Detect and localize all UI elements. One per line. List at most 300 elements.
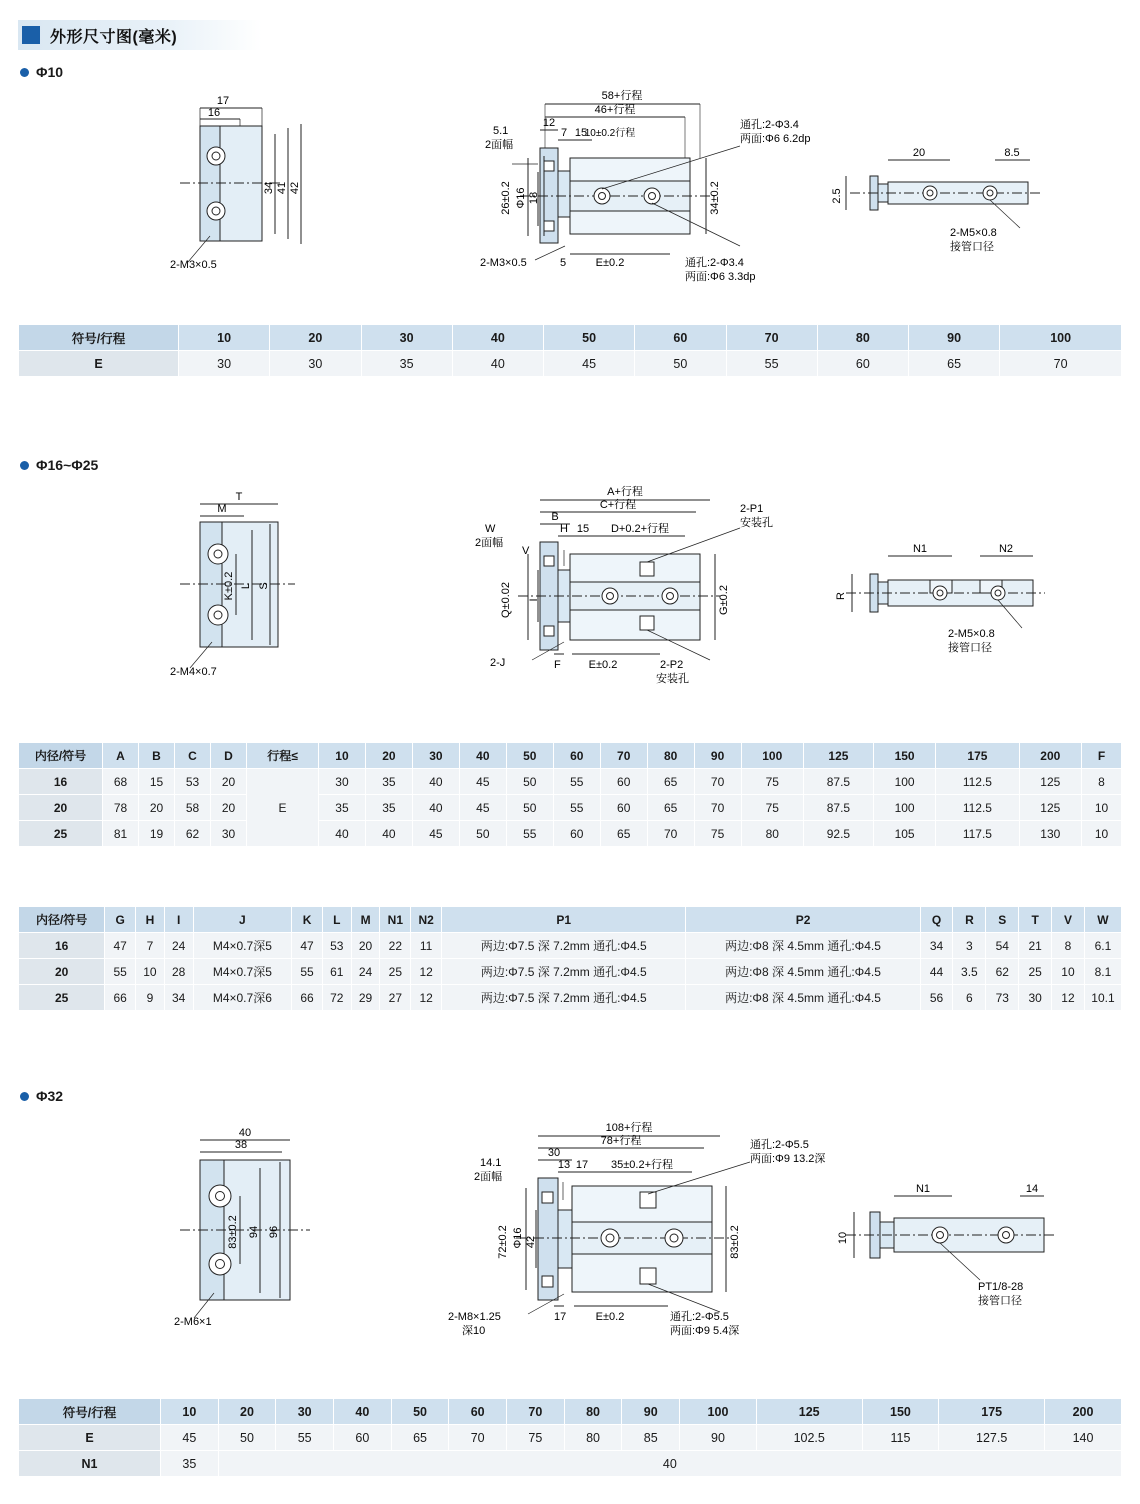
- cell: 140: [1044, 1425, 1121, 1451]
- svg-text:Q±0.02: Q±0.02: [500, 581, 512, 619]
- cell: 30: [319, 769, 366, 795]
- cell: 75: [741, 769, 803, 795]
- th-symbol-stroke: 符号/行程: [19, 325, 179, 351]
- cell: 15: [139, 769, 175, 795]
- cell: 40: [412, 769, 459, 795]
- th: S: [986, 907, 1019, 933]
- svg-text:2-M3×0.5: 2-M3×0.5: [480, 257, 527, 269]
- cell: 16: [19, 769, 103, 795]
- th: 80: [647, 743, 694, 769]
- th: 50: [544, 325, 635, 351]
- th: F: [1082, 743, 1122, 769]
- th: 10: [319, 743, 366, 769]
- cell: 8: [1052, 933, 1085, 959]
- svg-text:20: 20: [912, 147, 926, 159]
- cell: 58: [175, 795, 211, 821]
- svg-text:2-P1: 2-P1: [740, 503, 764, 515]
- svg-text:15: 15: [576, 523, 590, 535]
- cell: 3: [953, 933, 986, 959]
- svg-text:108+行程: 108+行程: [605, 1122, 653, 1134]
- cell: M4×0.7深5: [193, 959, 292, 985]
- table-header-row: [19, 743, 1122, 769]
- cell: 25: [1019, 959, 1052, 985]
- cell: 45: [459, 769, 506, 795]
- cell: 20: [211, 769, 247, 795]
- page-title: 外形尺寸图(毫米): [50, 28, 178, 46]
- svg-text:78+行程: 78+行程: [600, 1135, 642, 1147]
- svg-text:D+0.2+行程: D+0.2+行程: [610, 523, 670, 535]
- cell: 34: [920, 933, 953, 959]
- svg-text:S: S: [258, 582, 270, 590]
- cell: 81: [103, 821, 139, 847]
- th: H: [136, 907, 165, 933]
- cell: 7: [136, 933, 165, 959]
- th: 60: [553, 743, 600, 769]
- section-heading-phi10: [20, 64, 63, 80]
- cell: 62: [175, 821, 211, 847]
- cell: 50: [506, 769, 553, 795]
- cell: M4×0.7深5: [193, 933, 292, 959]
- cell: 65: [909, 351, 1000, 377]
- cell: N1: [19, 1451, 161, 1477]
- svg-text:30: 30: [547, 1147, 561, 1159]
- th: 100: [741, 743, 803, 769]
- cell: 12: [1052, 985, 1085, 1011]
- cell: 35: [161, 1451, 219, 1477]
- cell: 45: [161, 1425, 219, 1451]
- svg-text:K±0.2: K±0.2: [223, 571, 235, 601]
- svg-text:Φ16: Φ16: [512, 1227, 524, 1249]
- cell: 20: [211, 795, 247, 821]
- svg-text:12: 12: [542, 117, 556, 129]
- table-row: [19, 933, 1122, 959]
- th: 175: [936, 743, 1019, 769]
- svg-text:83±0.2: 83±0.2: [729, 1225, 741, 1259]
- section-label: Φ16~Φ25: [36, 457, 99, 473]
- cell: 75: [741, 795, 803, 821]
- svg-text:G±0.2: G±0.2: [718, 585, 730, 615]
- th: 30: [276, 1399, 334, 1425]
- cell: 30: [211, 821, 247, 847]
- th: 70: [600, 743, 647, 769]
- svg-text:安装孔: 安装孔: [656, 673, 689, 685]
- th: Q: [920, 907, 953, 933]
- th: 10: [161, 1399, 219, 1425]
- cell: 70: [449, 1425, 507, 1451]
- th: P2: [686, 907, 920, 933]
- svg-text:两面:Φ9 13.2深: 两面:Φ9 13.2深: [750, 1153, 826, 1165]
- cell: 两边:Φ7.5 深 7.2mm 通孔:Φ4.5: [442, 959, 686, 985]
- th: 10: [179, 325, 270, 351]
- svg-text:38: 38: [234, 1139, 248, 1151]
- cell: 115: [862, 1425, 939, 1451]
- svg-text:14.1: 14.1: [480, 1157, 502, 1169]
- th-symbol-stroke: 符号/行程: [19, 1399, 161, 1425]
- cell: 40: [319, 821, 366, 847]
- cell: 10: [1082, 821, 1122, 847]
- cell: 两边:Φ8 深 4.5mm 通孔:Φ4.5: [686, 985, 920, 1011]
- cell: 44: [920, 959, 953, 985]
- th: B: [139, 743, 175, 769]
- th: G: [105, 907, 136, 933]
- cell: 60: [334, 1425, 392, 1451]
- cell: 21: [1019, 933, 1052, 959]
- svg-text:58+行程: 58+行程: [601, 90, 643, 102]
- cell: 80: [564, 1425, 622, 1451]
- cell: E: [19, 1425, 161, 1451]
- cell: 75: [694, 821, 741, 847]
- cell: 两边:Φ8 深 4.5mm 通孔:Φ4.5: [686, 933, 920, 959]
- cell: 22: [380, 933, 411, 959]
- svg-text:深10: 深10: [462, 1325, 486, 1337]
- cell: 12: [411, 985, 442, 1011]
- th: 90: [909, 325, 1000, 351]
- cell: 112.5: [936, 795, 1019, 821]
- th: A: [103, 743, 139, 769]
- table-row: [19, 1425, 1122, 1451]
- svg-text:83±0.2: 83±0.2: [227, 1215, 239, 1249]
- cell: 55: [105, 959, 136, 985]
- section-heading-phi32: [20, 1088, 63, 1104]
- cell: 45: [459, 795, 506, 821]
- cell: 73: [986, 985, 1019, 1011]
- svg-text:16: 16: [207, 107, 221, 119]
- cell: 40: [365, 821, 412, 847]
- cell: 47: [105, 933, 136, 959]
- svg-text:2-J: 2-J: [490, 657, 506, 669]
- table-row-n1: [19, 1451, 1122, 1477]
- cell: 50: [218, 1425, 276, 1451]
- cell: 105: [873, 821, 935, 847]
- th: T: [1019, 907, 1052, 933]
- th: 30: [361, 325, 452, 351]
- svg-text:N1: N1: [915, 1183, 931, 1195]
- th: 20: [365, 743, 412, 769]
- th: 20: [270, 325, 361, 351]
- cell: 25: [19, 821, 103, 847]
- cell: 16: [19, 933, 105, 959]
- cell: 30: [270, 351, 361, 377]
- svg-text:2面幅: 2面幅: [485, 139, 514, 151]
- cell: 35: [365, 795, 412, 821]
- cell: 8.1: [1084, 959, 1121, 985]
- svg-text:L: L: [240, 582, 252, 590]
- cell: 34: [164, 985, 193, 1011]
- svg-text:2-P2: 2-P2: [660, 659, 684, 671]
- th: 125: [756, 1399, 862, 1425]
- cell: 27: [380, 985, 411, 1011]
- svg-text:C+行程: C+行程: [599, 499, 637, 511]
- cell: 28: [164, 959, 193, 985]
- cell: M4×0.7深6: [193, 985, 292, 1011]
- svg-text:E±0.2: E±0.2: [588, 659, 618, 671]
- cell: 50: [459, 821, 506, 847]
- cell: 两边:Φ7.5 深 7.2mm 通孔:Φ4.5: [442, 933, 686, 959]
- svg-text:PT1/8-28: PT1/8-28: [978, 1281, 1024, 1293]
- svg-text:10: 10: [837, 1231, 849, 1245]
- th-bore-symbol: 内径/符号: [19, 743, 103, 769]
- cell: 20: [351, 933, 380, 959]
- svg-text:18: 18: [528, 191, 540, 205]
- cell: 40: [452, 351, 543, 377]
- cell: 125: [1019, 795, 1081, 821]
- cell: 两边:Φ7.5 深 7.2mm 通孔:Φ4.5: [442, 985, 686, 1011]
- cell: 55: [292, 959, 323, 985]
- svg-text:W: W: [485, 523, 496, 535]
- th: 150: [862, 1399, 939, 1425]
- cell: 25: [19, 985, 105, 1011]
- cell: 72: [322, 985, 351, 1011]
- cell: 62: [986, 959, 1019, 985]
- th: 50: [391, 1399, 449, 1425]
- th: 80: [564, 1399, 622, 1425]
- th: P1: [442, 907, 686, 933]
- svg-text:2-M8×1.25: 2-M8×1.25: [448, 1311, 501, 1323]
- svg-text:72±0.2: 72±0.2: [497, 1225, 509, 1259]
- cell: 70: [647, 821, 694, 847]
- cell: 65: [647, 795, 694, 821]
- cell: 127.5: [939, 1425, 1045, 1451]
- table-header-row: [19, 1399, 1122, 1425]
- cell: 75: [507, 1425, 565, 1451]
- svg-text:通孔:2-Φ3.4: 通孔:2-Φ3.4: [685, 257, 744, 269]
- cell: 45: [544, 351, 635, 377]
- th: J: [193, 907, 292, 933]
- th: L: [322, 907, 351, 933]
- svg-text:两面:Φ6 6.2dp: 两面:Φ6 6.2dp: [740, 133, 811, 145]
- cell: 30: [179, 351, 270, 377]
- th: 60: [635, 325, 726, 351]
- cell: 24: [164, 933, 193, 959]
- th: M: [351, 907, 380, 933]
- svg-text:5.1: 5.1: [493, 125, 509, 137]
- cell: 6: [953, 985, 986, 1011]
- svg-text:8.5: 8.5: [1004, 147, 1020, 159]
- cell: 24: [351, 959, 380, 985]
- svg-text:T: T: [235, 491, 243, 503]
- cell: 40: [412, 795, 459, 821]
- cell: E: [19, 351, 179, 377]
- cell: 70: [694, 769, 741, 795]
- svg-text:34: 34: [263, 181, 275, 195]
- th: 175: [939, 1399, 1045, 1425]
- svg-text:M: M: [217, 503, 227, 515]
- cell: 10: [1052, 959, 1085, 985]
- cell: 10: [136, 959, 165, 985]
- table-row: [19, 769, 1122, 795]
- svg-text:40: 40: [238, 1127, 252, 1139]
- cell: 55: [726, 351, 817, 377]
- svg-text:通孔:2-Φ5.5: 通孔:2-Φ5.5: [750, 1139, 809, 1151]
- table-phi16-25-a: [18, 742, 1122, 847]
- drawing-phi16-25: [140, 482, 1080, 697]
- svg-text:35±0.2+行程: 35±0.2+行程: [611, 1159, 673, 1171]
- svg-text:H: H: [560, 523, 568, 535]
- cell: 100: [873, 795, 935, 821]
- section-title-bar: [18, 20, 262, 50]
- svg-text:V: V: [522, 545, 530, 557]
- cell: 92.5: [803, 821, 873, 847]
- th-stroke: 行程≤: [247, 743, 319, 769]
- svg-text:46+行程: 46+行程: [594, 104, 636, 116]
- cell: 12: [411, 959, 442, 985]
- th: 30: [412, 743, 459, 769]
- cell: 65: [391, 1425, 449, 1451]
- svg-text:B: B: [551, 511, 559, 523]
- th: 80: [817, 325, 908, 351]
- th-bore-symbol: 内径/符号: [19, 907, 105, 933]
- cell: 55: [553, 795, 600, 821]
- cell: 45: [412, 821, 459, 847]
- table-row: [19, 959, 1122, 985]
- cell: 两边:Φ8 深 4.5mm 通孔:Φ4.5: [686, 959, 920, 985]
- th: 50: [506, 743, 553, 769]
- cell: 66: [105, 985, 136, 1011]
- bullet-dot-icon: [20, 1092, 29, 1101]
- th: 70: [726, 325, 817, 351]
- cell: 65: [600, 821, 647, 847]
- cell: 25: [380, 959, 411, 985]
- th: 150: [873, 743, 935, 769]
- svg-text:41: 41: [276, 181, 288, 195]
- svg-text:10±0.2行程: 10±0.2行程: [584, 128, 636, 139]
- cell: 55: [506, 821, 553, 847]
- cell: 70: [1000, 351, 1122, 377]
- cell: 60: [600, 769, 647, 795]
- section-label: Φ10: [36, 64, 64, 80]
- table-header-row: [19, 325, 1122, 351]
- svg-text:2-M6×1: 2-M6×1: [174, 1316, 212, 1328]
- table-row: [19, 985, 1122, 1011]
- cell: 78: [103, 795, 139, 821]
- th: K: [292, 907, 323, 933]
- cell: 85: [622, 1425, 680, 1451]
- th: V: [1052, 907, 1085, 933]
- cell: 68: [103, 769, 139, 795]
- th: I: [164, 907, 193, 933]
- svg-text:94: 94: [248, 1225, 260, 1239]
- cell: 20: [19, 959, 105, 985]
- svg-text:2-M5×0.8: 2-M5×0.8: [950, 227, 997, 239]
- table-phi16-25-b: [18, 906, 1122, 1011]
- svg-text:2面幅: 2面幅: [475, 537, 504, 549]
- th: N2: [411, 907, 442, 933]
- svg-text:N1: N1: [912, 543, 928, 555]
- th: 40: [334, 1399, 392, 1425]
- cell: 47: [292, 933, 323, 959]
- section-heading-phi16-25: [20, 457, 98, 473]
- svg-text:7: 7: [560, 127, 568, 139]
- svg-text:42: 42: [289, 181, 301, 195]
- cell: 60: [553, 821, 600, 847]
- cell: 30: [1019, 985, 1052, 1011]
- cell: 60: [600, 795, 647, 821]
- drawing-phi32: [140, 1118, 1080, 1343]
- cell: 20: [139, 795, 175, 821]
- svg-text:R: R: [835, 592, 847, 600]
- svg-text:2面幅: 2面幅: [474, 1171, 503, 1183]
- table-row: [19, 821, 1122, 847]
- svg-text:2.5: 2.5: [831, 188, 843, 204]
- cell: 70: [694, 795, 741, 821]
- svg-text:5: 5: [560, 257, 567, 269]
- th: C: [175, 743, 211, 769]
- svg-text:通孔:2-Φ5.5: 通孔:2-Φ5.5: [670, 1311, 729, 1323]
- svg-text:15: 15: [574, 127, 588, 139]
- svg-text:N2: N2: [998, 543, 1014, 555]
- th: 40: [459, 743, 506, 769]
- svg-text:E±0.2: E±0.2: [595, 257, 625, 269]
- cell: 100: [873, 769, 935, 795]
- svg-text:2-M5×0.8: 2-M5×0.8: [948, 628, 995, 640]
- th: D: [211, 743, 247, 769]
- cell: 65: [647, 769, 694, 795]
- cell: 35: [365, 769, 412, 795]
- cell: 20: [19, 795, 103, 821]
- cell: 35: [319, 795, 366, 821]
- svg-text:Φ16: Φ16: [515, 187, 527, 209]
- cell: 55: [553, 769, 600, 795]
- cell: 9: [136, 985, 165, 1011]
- cell: 125: [1019, 769, 1081, 795]
- svg-text:E±0.2: E±0.2: [595, 1311, 625, 1323]
- svg-text:14: 14: [1025, 1183, 1039, 1195]
- cell: 53: [322, 933, 351, 959]
- cell: 80: [741, 821, 803, 847]
- cell-n1-span: 40: [218, 1451, 1121, 1477]
- th: R: [953, 907, 986, 933]
- title-square-icon: [22, 26, 40, 44]
- cell: 3.5: [953, 959, 986, 985]
- cell: 35: [361, 351, 452, 377]
- bullet-dot-icon: [20, 68, 29, 77]
- svg-text:26±0.2: 26±0.2: [500, 181, 512, 215]
- cell: 50: [635, 351, 726, 377]
- th: 200: [1044, 1399, 1121, 1425]
- cell: 60: [817, 351, 908, 377]
- cell: 87.5: [803, 769, 873, 795]
- cell: 50: [506, 795, 553, 821]
- svg-text:两面:Φ6 3.3dp: 两面:Φ6 3.3dp: [685, 271, 756, 283]
- svg-text:安装孔: 安装孔: [740, 517, 773, 529]
- cell: 19: [139, 821, 175, 847]
- svg-text:接管口径: 接管口径: [950, 241, 994, 253]
- svg-text:接管口径: 接管口径: [978, 1295, 1022, 1307]
- cell: 117.5: [936, 821, 1019, 847]
- cell-stroke-symbol: E: [247, 769, 319, 847]
- svg-text:I: I: [528, 598, 540, 602]
- cell: 61: [322, 959, 351, 985]
- th: 100: [680, 1399, 757, 1425]
- cell: 29: [351, 985, 380, 1011]
- cell: 53: [175, 769, 211, 795]
- table-row: [19, 351, 1122, 377]
- cell: 130: [1019, 821, 1081, 847]
- svg-text:13: 13: [557, 1159, 571, 1171]
- drawing-phi10: [140, 86, 1080, 296]
- th: 60: [449, 1399, 507, 1425]
- svg-text:17: 17: [575, 1159, 589, 1171]
- svg-text:34±0.2: 34±0.2: [709, 181, 721, 215]
- th: 100: [1000, 325, 1122, 351]
- table-phi32: [18, 1398, 1122, 1477]
- th: 125: [803, 743, 873, 769]
- th: W: [1084, 907, 1121, 933]
- table-header-row: [19, 907, 1122, 933]
- cell: 90: [680, 1425, 757, 1451]
- table-row: [19, 795, 1122, 821]
- cell: 8: [1082, 769, 1122, 795]
